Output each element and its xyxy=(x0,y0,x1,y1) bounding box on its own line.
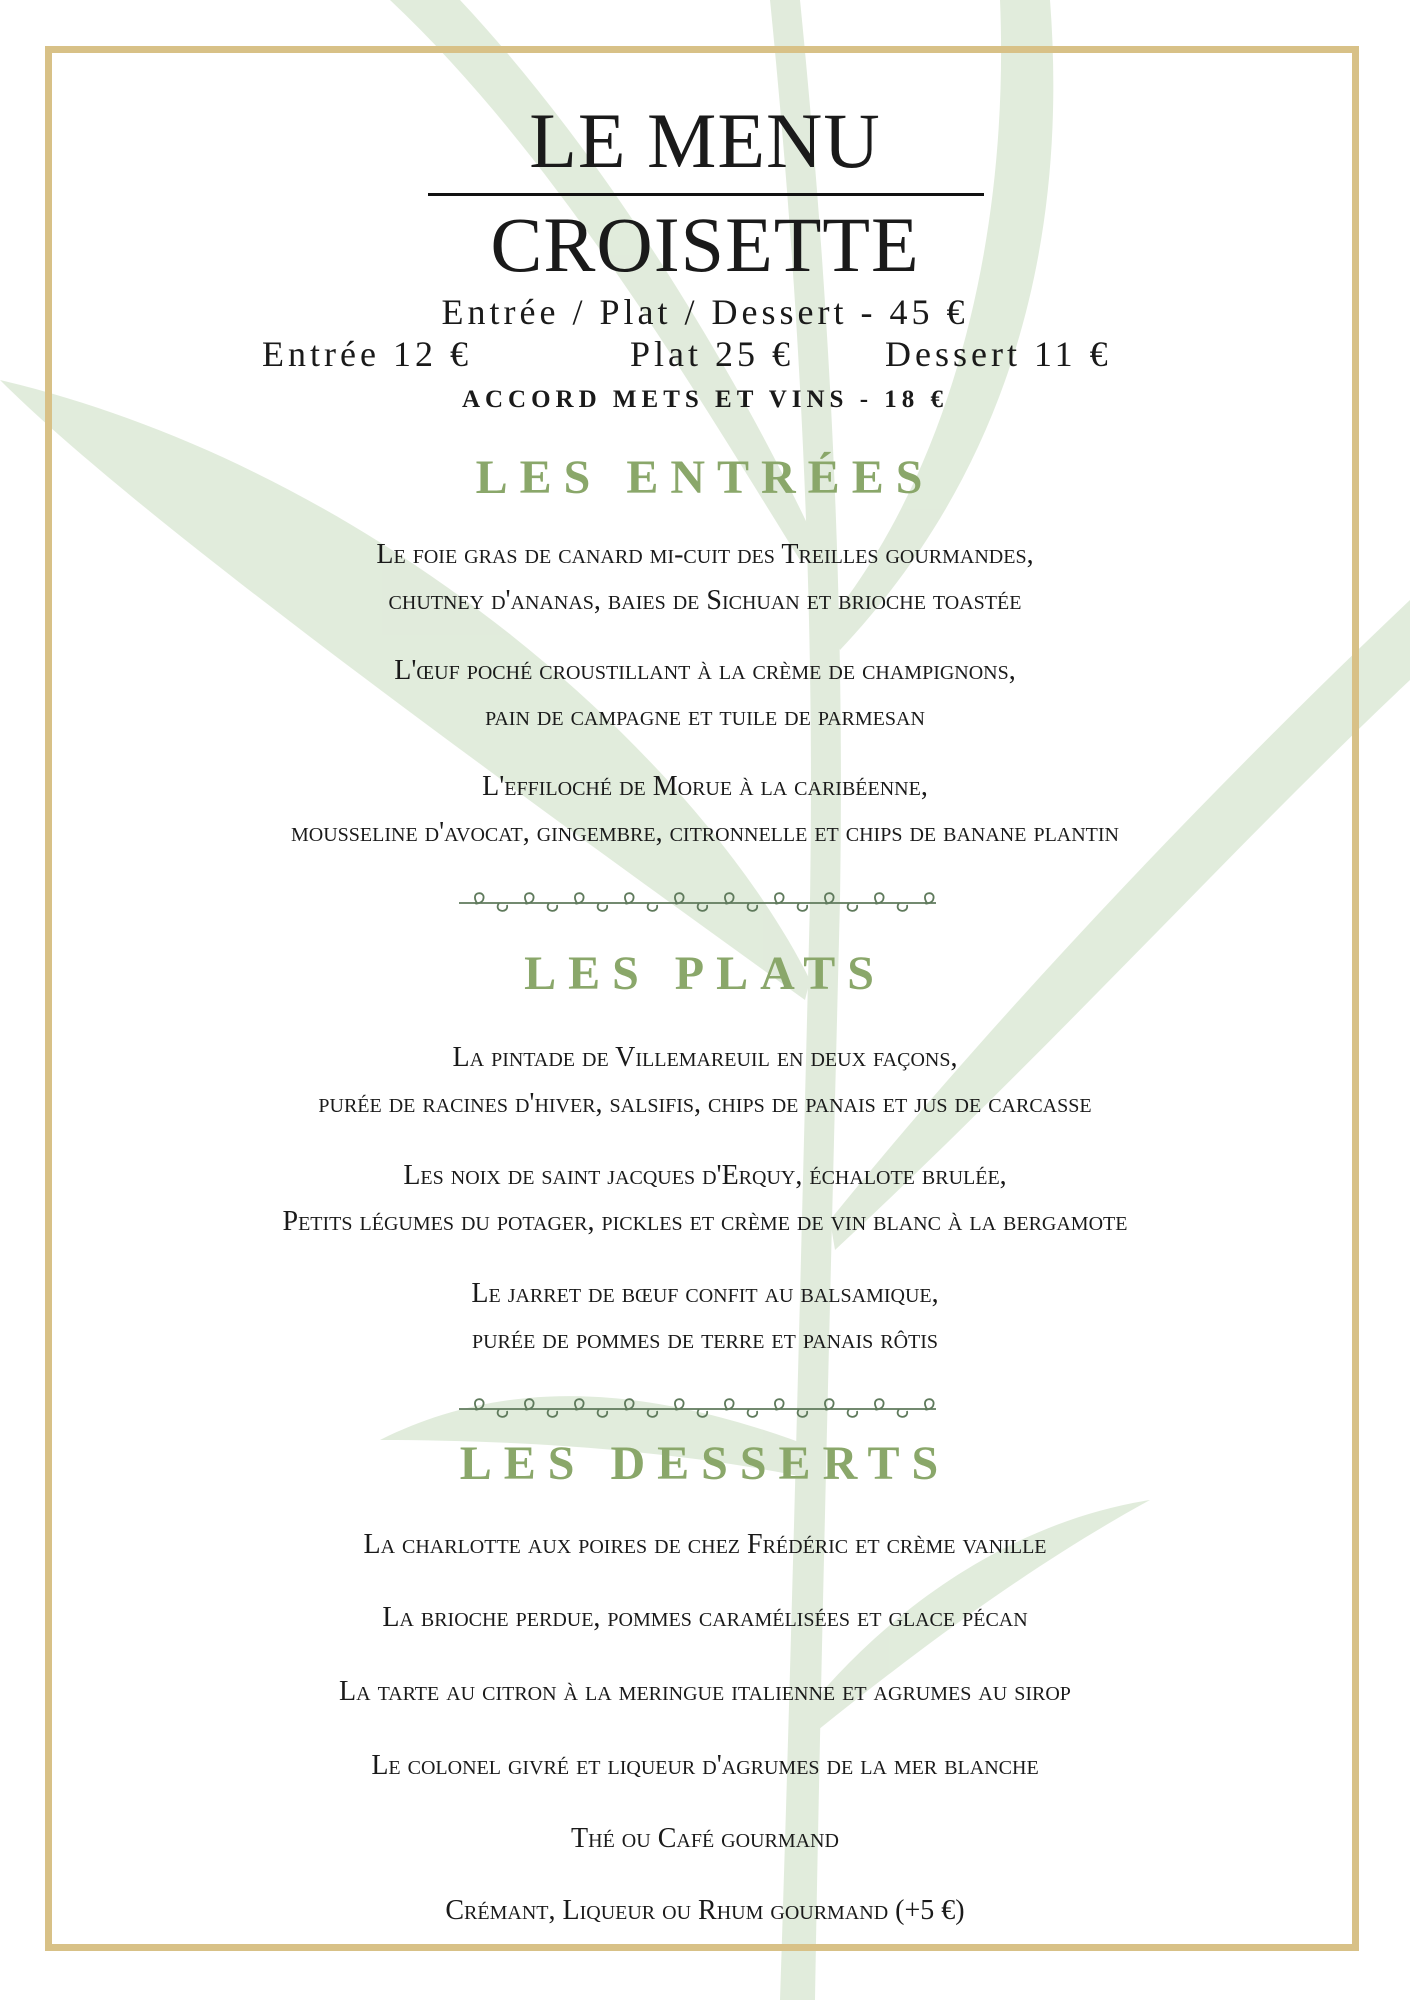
plat-item-1-line-2: purée de racines d'hiver, salsifis, chips de panais et jus de carcasse xyxy=(318,1088,1092,1119)
leaf-vine-divider-icon xyxy=(455,1394,940,1424)
entree-item-1-line-1: Le foie gras de canard mi-cuit des Treilles gourmandes, xyxy=(376,539,1034,570)
plat-item-3-line-1: Le jarret de bœuf confit au balsamique, xyxy=(471,1278,939,1309)
plat-item-2-line-2: Petits légumes du potager, pickles et crème de vin blanc à la bergamote xyxy=(282,1206,1128,1237)
dessert-item-1: La charlotte aux poires de chez Frédéric et crème vanille xyxy=(363,1529,1047,1560)
entree-item-2-line-1: L'œuf poché croustillant à la crème de champignons, xyxy=(394,655,1016,686)
dessert-price: Dessert 11 € xyxy=(885,334,1112,374)
dessert-item-4: Le colonel givré et liqueur d'agrumes de la mer blanche xyxy=(371,1750,1039,1781)
section-title-plats: LES PLATS xyxy=(524,947,886,1000)
wine-pairing-price: ACCORD METS ET VINS - 18 € xyxy=(461,386,949,413)
dessert-item-5: Thé ou Café gourmand xyxy=(571,1823,839,1854)
plat-price: Plat 25 € xyxy=(630,334,795,374)
dessert-item-2: La brioche perdue, pommes caramélisées et glace pécan xyxy=(382,1602,1028,1633)
entree-price: Entrée 12 € xyxy=(262,334,472,374)
section-title-desserts: LES DESSERTS xyxy=(459,1437,951,1490)
plat-item-1-line-1: La pintade de Villemareuil en deux façons, xyxy=(452,1042,958,1073)
combo-price: Entrée / Plat / Dessert - 45 € xyxy=(441,292,969,332)
menu-subtitle: CROISETTE xyxy=(490,201,920,288)
entree-item-2-line-2: pain de campagne et tuile de parmesan xyxy=(485,701,925,732)
plat-item-3-line-2: purée de pommes de terre et panais rôtis xyxy=(471,1324,939,1355)
dessert-item-6: Crémant, Liqueur ou Rhum gourmand (+5 €) xyxy=(445,1895,965,1926)
menu-title: LE MENU xyxy=(529,97,881,184)
leaf-vine-divider-icon xyxy=(455,888,940,918)
entree-item-1-line-2: chutney d'ananas, baies de Sichuan et brioche toastée xyxy=(388,585,1022,616)
entree-item-3-line-1: L'effiloché de Morue à la caribéenne, xyxy=(482,771,928,802)
section-title-entrees: LES ENTRÉES xyxy=(475,451,935,504)
title-divider-line xyxy=(428,193,984,196)
plat-item-2-line-1: Les noix de saint jacques d'Erquy, échalote brulée, xyxy=(403,1160,1007,1191)
entree-item-3-line-2: mousseline d'avocat, gingembre, citronnelle et chips de banane plantin xyxy=(291,817,1119,848)
dessert-item-3: La tarte au citron à la meringue italienne et agrumes au sirop xyxy=(339,1676,1071,1707)
